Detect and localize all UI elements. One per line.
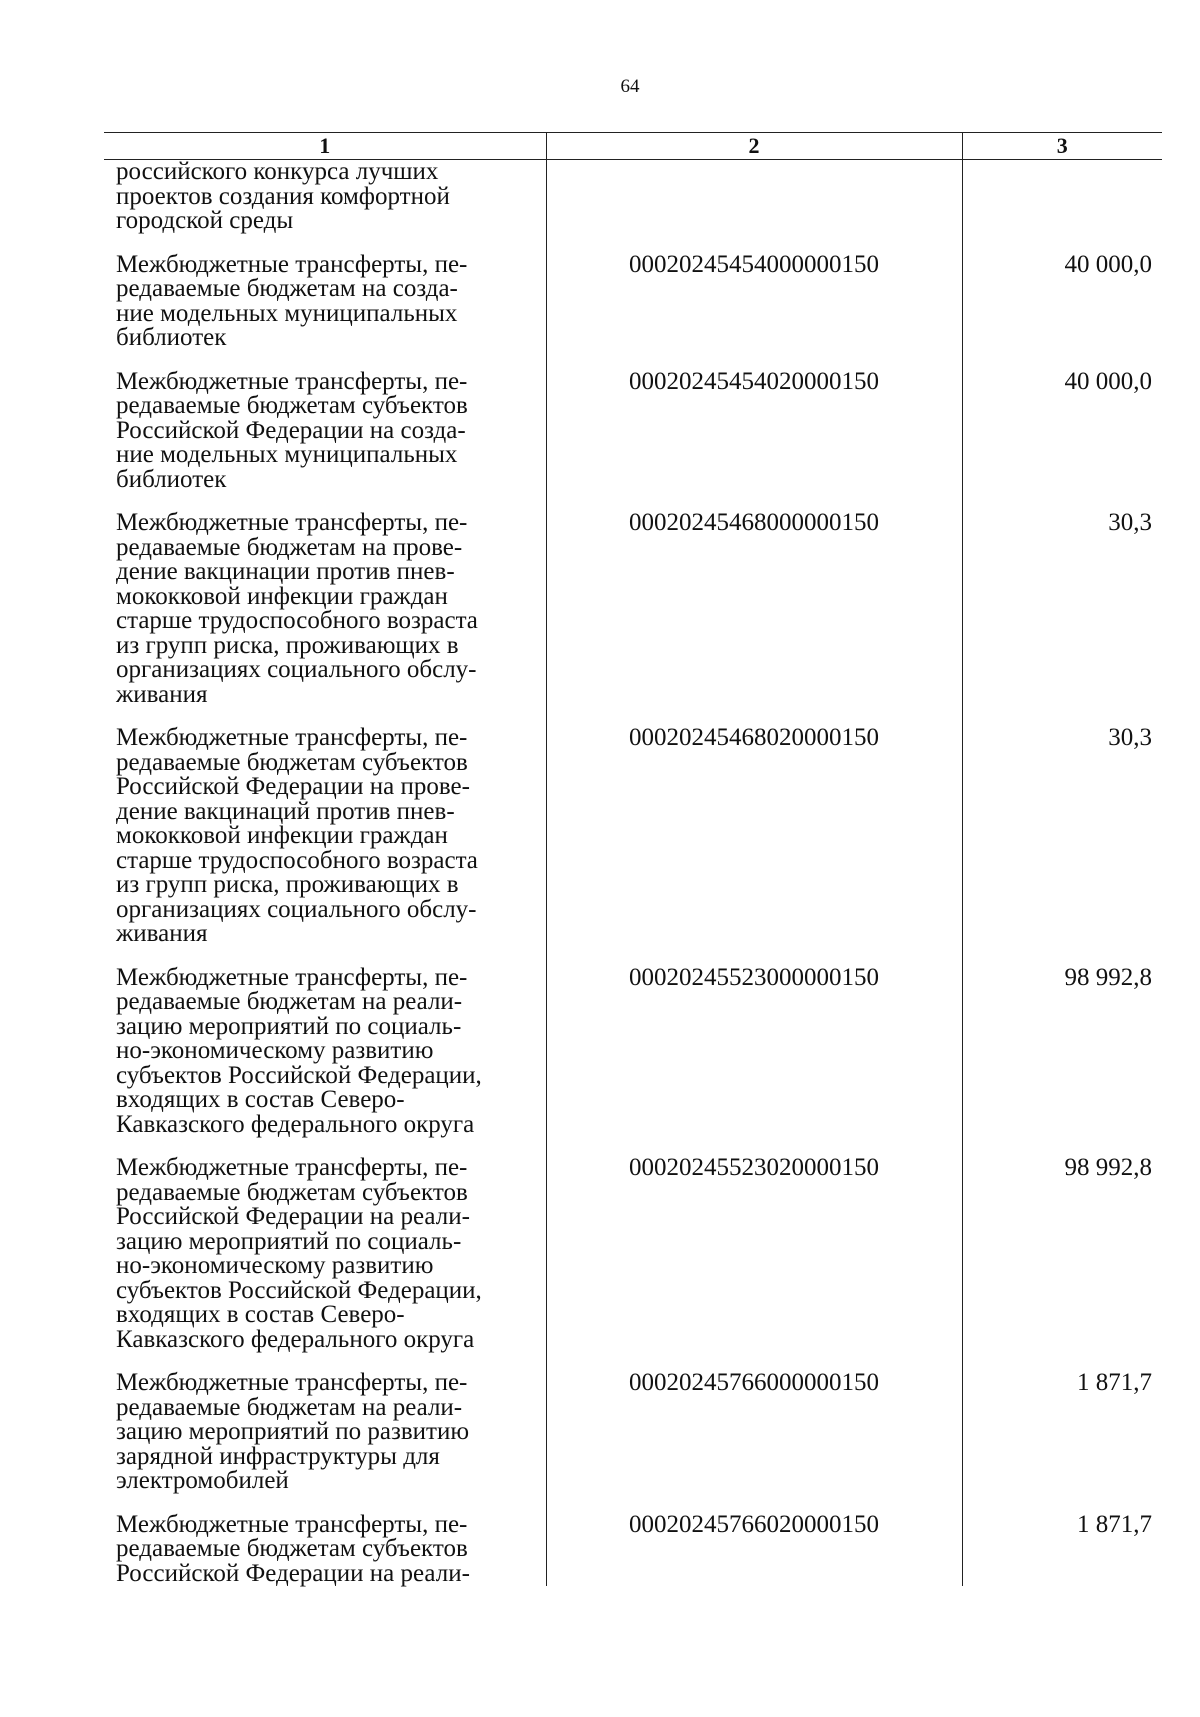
item-name-line: Межбюджетные трансферты, пе- bbox=[116, 1510, 468, 1538]
item-name-line: российского конкурса лучших bbox=[116, 158, 439, 185]
item-name-line: дение вакцинации против пнев- bbox=[116, 558, 455, 585]
spacer-cell bbox=[962, 234, 1162, 253]
item-name-line: библиотек bbox=[116, 465, 227, 493]
item-name-line: электромобилей bbox=[116, 1467, 289, 1494]
spacer-cell bbox=[104, 351, 546, 370]
budget-code-cell: 00020245468000000150 bbox=[546, 511, 962, 707]
spacer-cell bbox=[962, 351, 1162, 370]
column-header-3: 3 bbox=[962, 133, 1162, 160]
item-name-line: из групп риска, проживающих в bbox=[116, 631, 459, 659]
item-name-line: живания bbox=[116, 680, 208, 708]
item-name-line: мококковой инфекции граждан bbox=[116, 822, 448, 849]
spacer-cell bbox=[104, 947, 546, 966]
row-spacer bbox=[104, 234, 1162, 253]
item-name-line: зацию мероприятий по социаль- bbox=[116, 1227, 462, 1255]
item-name-line: Межбюджетные трансферты, пе- bbox=[116, 724, 468, 751]
item-name-line: Межбюджетные трансферты, пе- bbox=[116, 250, 468, 278]
item-name-line: субъектов Российской Федерации, bbox=[116, 1061, 482, 1089]
table-row bbox=[104, 1371, 1162, 1494]
item-name-line: редаваемые бюджетам на прове- bbox=[116, 533, 463, 561]
item-name-line: редаваемые бюджетам субъектов bbox=[116, 392, 468, 419]
spacer-cell bbox=[546, 351, 962, 370]
budget-table bbox=[104, 132, 1162, 1586]
item-name-line: редаваемые бюджетам субъектов bbox=[116, 748, 468, 776]
row-spacer bbox=[104, 1494, 1162, 1513]
item-name-line: редаваемые бюджетам на реали- bbox=[116, 1393, 463, 1421]
budget-code-cell: 00020245454000000150 bbox=[546, 253, 962, 351]
amount-cell: 98 992,8 bbox=[1064, 1154, 1152, 1181]
item-name-line: зацию мероприятий по социаль- bbox=[116, 1012, 462, 1040]
spacer-cell bbox=[546, 1494, 962, 1513]
budget-code-cell: 00020245523020000150 bbox=[546, 1156, 962, 1352]
budget-code-cell: 00020245523000000150 bbox=[546, 966, 962, 1138]
item-name-line: мококковой инфекции граждан bbox=[116, 582, 448, 610]
table-body bbox=[104, 160, 1162, 1587]
spacer-cell bbox=[962, 1494, 1162, 1513]
table-row bbox=[104, 160, 1162, 234]
item-name-line: Российской Федерации на прове- bbox=[116, 773, 470, 800]
item-name-line: Межбюджетные трансферты, пе- bbox=[116, 963, 468, 991]
item-name-cell bbox=[104, 963, 546, 1138]
item-name-line: ние модельных муниципальных bbox=[116, 299, 458, 327]
item-name-line: но-экономическому развитию bbox=[116, 1037, 434, 1064]
table-row bbox=[104, 511, 1162, 707]
table-row bbox=[104, 726, 1162, 947]
item-name-line: дение вакцинаций против пнев- bbox=[116, 797, 455, 825]
item-name-cell bbox=[104, 726, 546, 947]
amount-cell: 30,3 bbox=[1108, 509, 1152, 536]
item-name-line: Межбюджетные трансферты, пе- bbox=[116, 367, 468, 395]
item-name-line: редаваемые бюджетам субъектов bbox=[116, 1178, 468, 1206]
item-name-line: редаваемые бюджетам на созда- bbox=[116, 275, 458, 302]
item-name-line: городской среды bbox=[116, 207, 294, 234]
item-name-line: Кавказского федерального округа bbox=[116, 1325, 475, 1353]
header-row bbox=[104, 133, 1162, 160]
table-row bbox=[104, 1156, 1162, 1352]
item-name-line: но-экономическому развитию bbox=[116, 1252, 434, 1279]
item-name-line: живания bbox=[116, 920, 208, 947]
amount-cell: 98 992,8 bbox=[1064, 963, 1152, 991]
column-header-2: 2 bbox=[546, 133, 962, 160]
amount-cell bbox=[962, 160, 1162, 234]
item-name-line: Кавказского федерального округа bbox=[116, 1110, 475, 1138]
item-name-cell bbox=[104, 1156, 546, 1352]
amount-cell: 40 000,0 bbox=[1064, 250, 1152, 278]
table-row bbox=[104, 253, 1162, 351]
item-name-line: субъектов Российской Федерации, bbox=[116, 1276, 482, 1304]
item-name-line: Российской Федерации на реали- bbox=[116, 1559, 470, 1587]
budget-code-cell: 00020245766020000150 bbox=[546, 1513, 962, 1587]
item-name-cell bbox=[104, 511, 546, 707]
item-name-line: Межбюджетные трансферты, пе- bbox=[116, 509, 468, 536]
spacer-cell bbox=[546, 947, 962, 966]
amount-cell: 30,3 bbox=[1108, 724, 1152, 751]
row-spacer bbox=[104, 947, 1162, 966]
row-spacer bbox=[104, 351, 1162, 370]
spacer-cell bbox=[962, 947, 1162, 966]
item-name-line: Межбюджетные трансферты, пе- bbox=[116, 1369, 468, 1396]
item-name-cell bbox=[104, 367, 546, 493]
page-number: 64 bbox=[620, 76, 640, 97]
budget-code-cell: 00020245766000000150 bbox=[546, 1371, 962, 1494]
item-name-line: организациях социального обслу- bbox=[116, 656, 477, 683]
spacer-cell bbox=[104, 234, 546, 253]
table-row bbox=[104, 370, 1162, 493]
item-name-line: организациях социального обслу- bbox=[116, 895, 477, 923]
item-name-line: зацию мероприятий по развитию bbox=[116, 1418, 470, 1445]
item-name-line: входящих в состав Северо- bbox=[116, 1301, 405, 1328]
table-row bbox=[104, 966, 1162, 1138]
item-name-line: ние модельных муниципальных bbox=[116, 441, 458, 468]
item-name-line: Российской Федерации на реали- bbox=[116, 1203, 470, 1230]
item-name-cell bbox=[104, 1510, 546, 1587]
budget-code-cell: 00020245468020000150 bbox=[546, 726, 962, 947]
budget-code-cell bbox=[546, 160, 962, 234]
amount-cell: 1 871,7 bbox=[1077, 1369, 1152, 1396]
amount-cell: 40 000,0 bbox=[1064, 367, 1152, 395]
item-name-line: старше трудоспособного возраста bbox=[116, 846, 478, 874]
spacer-cell bbox=[104, 1494, 546, 1513]
item-name-line: входящих в состав Северо- bbox=[116, 1086, 405, 1113]
item-name-cell bbox=[104, 160, 546, 234]
item-name-cell bbox=[104, 1371, 546, 1494]
amount-cell: 1 871,7 bbox=[1077, 1510, 1152, 1538]
table-row bbox=[104, 1513, 1162, 1587]
item-name-line: проектов создания комфортной bbox=[116, 182, 450, 210]
spacer-cell bbox=[546, 234, 962, 253]
item-name-line: зарядной инфраструктуры для bbox=[116, 1442, 440, 1470]
table-header bbox=[104, 133, 1162, 160]
item-name-line: старше трудоспособного возраста bbox=[116, 607, 478, 634]
item-name-cell bbox=[104, 250, 546, 351]
budget-code-cell: 00020245454020000150 bbox=[546, 370, 962, 493]
item-name-line: Межбюджетные трансферты, пе- bbox=[116, 1154, 468, 1181]
item-name-line: редаваемые бюджетам на реали- bbox=[116, 988, 463, 1015]
item-name-line: редаваемые бюджетам субъектов bbox=[116, 1535, 468, 1562]
item-name-line: из групп риска, проживающих в bbox=[116, 871, 459, 898]
item-name-line: библиотек bbox=[116, 324, 227, 351]
item-name-line: Российской Федерации на созда- bbox=[116, 416, 466, 444]
column-header-1: 1 bbox=[104, 133, 546, 160]
